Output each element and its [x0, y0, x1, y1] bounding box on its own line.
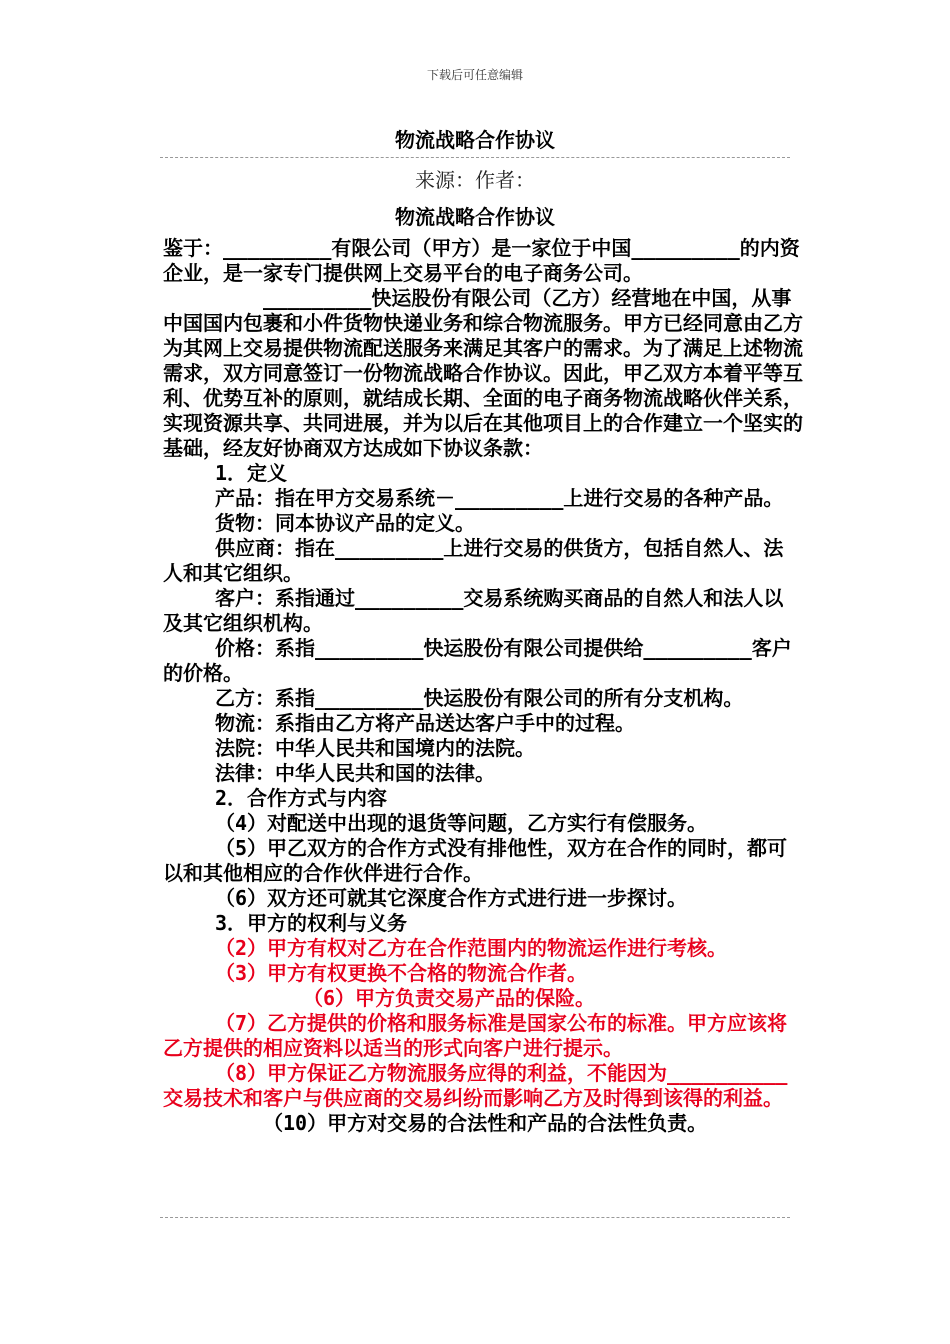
- section-heading: 2．合作方式与内容: [215, 786, 388, 810]
- definition-item: 法律：中华人民共和国的法律。: [215, 761, 495, 785]
- section-heading: 1．定义: [215, 461, 288, 485]
- definition-item: 供应商：指在_________上进行交易的供货方，包括自然人、法人和其它组织。: [163, 536, 784, 585]
- document-subtitle: 物流战略合作协议: [395, 205, 555, 229]
- paragraph: _________快运股份有限公司（乙方）经营地在中国，从事中国国内包裹和小件货物快递业务和综合物流服务。甲方已经同意由乙方为其网上交易提供物流配送服务来满足其客户的需求。为了满足上述物流需求，双方同意签订一份物流战略合作协议。因此，甲乙双方本着平等互利、优势互补的原则，就结成长期、全面的电子商务物流战略伙伴关系，实现资源共享、共同进展，并为以后在其他项目上的合作建立一个坚实的基础，经友好协商双方达成如下协议条款：: [163, 286, 803, 460]
- clause-item: （2）甲方有权对乙方在合作范围内的物流运作进行考核。: [215, 936, 728, 960]
- definition-item: 法院：中华人民共和国境内的法院。: [215, 736, 535, 760]
- header-note: 下载后可任意编辑: [426, 68, 523, 82]
- paragraph: 鉴于：_________有限公司（甲方）是一家位于中国_________的内资企业，是一家专门提供网上交易平台的电子商务公司。: [163, 236, 800, 285]
- definition-item: 价格：系指_________快运股份有限公司提供给_________客户的价格。: [163, 636, 792, 685]
- clause-item: （5）甲乙双方的合作方式没有排他性，双方在合作的同时，都可以和其他相应的合作伙伴进行合作。: [163, 836, 788, 885]
- divider-bottom: [160, 1217, 790, 1218]
- source-author-line: 来源：作者：: [415, 168, 535, 192]
- clause-item: （7）乙方提供的价格和服务标准是国家公布的标准。甲方应该将乙方提供的相应资料以适当的形式向客户进行提示。: [163, 1011, 788, 1060]
- document-title: 物流战略合作协议: [395, 128, 555, 152]
- clause-item: （10）甲方对交易的合法性和产品的合法性负责。: [263, 1111, 708, 1135]
- definition-item: 物流：系指由乙方将产品送达客户手中的过程。: [215, 711, 635, 735]
- section-heading: 3．甲方的权利与义务: [215, 911, 408, 935]
- clause-item: （3）甲方有权更换不合格的物流合作者。: [215, 961, 588, 985]
- definition-item: 乙方：系指_________快运股份有限公司的所有分支机构。: [215, 686, 744, 710]
- clause-item: （6）甲方负责交易产品的保险。: [303, 986, 596, 1010]
- definition-item: 产品：指在甲方交易系统－_________上进行交易的各种产品。: [215, 486, 784, 510]
- divider-top: [160, 157, 790, 158]
- clause-item: （6）双方还可就其它深度合作方式进行进一步探讨。: [215, 886, 688, 910]
- clause-item: （8）甲方保证乙方物流服务应得的利益，不能因为__________交易技术和客户与供应商的交易纠纷而影响乙方及时得到该得的利益。: [163, 1061, 788, 1110]
- definition-item: 客户：系指通过_________交易系统购买商品的自然人和法人以及其它组织机构。: [163, 586, 784, 635]
- clause-item: （4）对配送中出现的退货等问题，乙方实行有偿服务。: [215, 811, 708, 835]
- document-body: [163, 236, 803, 1136]
- definition-item: 货物：同本协议产品的定义。: [215, 511, 475, 535]
